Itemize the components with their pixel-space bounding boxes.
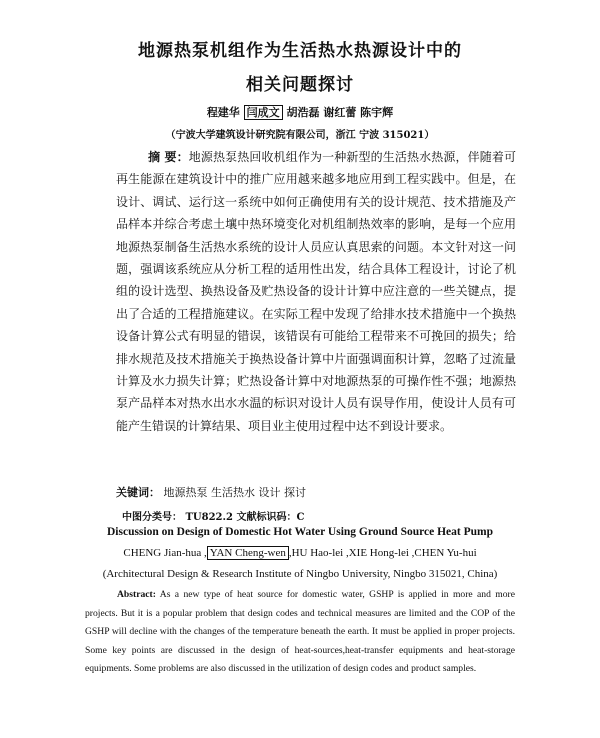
abstract-cn-text: 地源热泵热回收机组作为一种新型的生活热水热源，伴随着可再生能源在建筑设计中的推广应用越来越多地应用到工程实践中。但是，在设计、调试、运行这一系统中如何正确使用有关的设计规范、技术措施及产品样本并综合考虑土壤中热环境变化对机组制热效率的影响，是每一个应用地源热泵制备生活热水系统的设计人员应认真思索的问题。本文针对这一问题，强调该系统应从分析工程的适用性出发，结合具体工程设计，讨论了机组的设计选型、换热设备及贮热设备的设计计算中应注意的一些关键点，提出了合适的工程措施建议。在实际工程中发现了给排水技术措施中一个换热设备计算公式有明显的错误，该错误有可能给工程带来不可挽回的损失；给排水规范及技术措施关于换热设备计算中片面强调面积计算，忽略了过流量计算及水力损失计算；贮热设备计算中对地源热泵的可操作性不强；地源热泵产品样本对热水出水水温的标识对设计人员有误导作用，使设计人员有可能产生错误的计算结果、项目业主使用过程中达不到设计要求。 bbox=[116, 150, 516, 433]
authors-en-boxed: YAN Cheng-wen bbox=[207, 546, 289, 560]
abstract-en-text: As a new type of heat source for domestic water, GSHP is applied in more and more projects. But it is a popular problem that design codes and technical measures are limited and the COP of the GSHP will decline with the changes of the temperature beneath the earth. It must be applied in proper projects. Some key points are discussed in the design of heat-sources,heat-transfer equipments and heat-storage equipments. Some problems are also discussed in the utilization of design codes and product samples. bbox=[85, 589, 515, 675]
keywords-cn-text: 地源热泵 生活热水 设计 探讨 bbox=[163, 486, 306, 499]
affiliation-en: (Architectural Design & Research Institute of Ningbo University, Ningbo 315021, China) bbox=[102, 568, 498, 580]
title-en: Discussion on Design of Domestic Hot Water Using Ground Source Heat Pump bbox=[106, 526, 494, 538]
abstract-cn-label: 摘 要： bbox=[148, 150, 189, 164]
abstract-en-label: Abstract: bbox=[117, 589, 156, 600]
authors-cn-boxed: 闫成文 bbox=[244, 105, 283, 120]
authors-en-first: CHENG Jian-hua , bbox=[123, 547, 207, 559]
title-cn-line1: 地源热泵机组作为生活热水热源设计中的 bbox=[138, 41, 462, 61]
authors-en-rest: ,HU Hao-lei ,XIE Hong-lei ,CHEN Yu-hui bbox=[288, 547, 477, 559]
classification: 中图分类号： TU822.2 文献标识码：C bbox=[122, 512, 305, 523]
title-cn-line2: 相关问题探讨 bbox=[246, 75, 354, 95]
authors-cn-first: 程建华 bbox=[206, 106, 240, 119]
authors-cn-rest: 胡浩磊 谢红蕾 陈宇辉 bbox=[286, 106, 394, 119]
keywords-cn bbox=[116, 484, 306, 500]
abstract-en bbox=[85, 586, 515, 679]
keywords-cn-label: 关键词： bbox=[116, 486, 160, 499]
affiliation-cn: （宁波大学建筑设计研究院有限公司，浙江 宁波 315021） bbox=[165, 130, 435, 141]
authors-en bbox=[0, 547, 600, 559]
abstract-cn bbox=[116, 146, 516, 437]
authors-cn bbox=[0, 104, 600, 120]
